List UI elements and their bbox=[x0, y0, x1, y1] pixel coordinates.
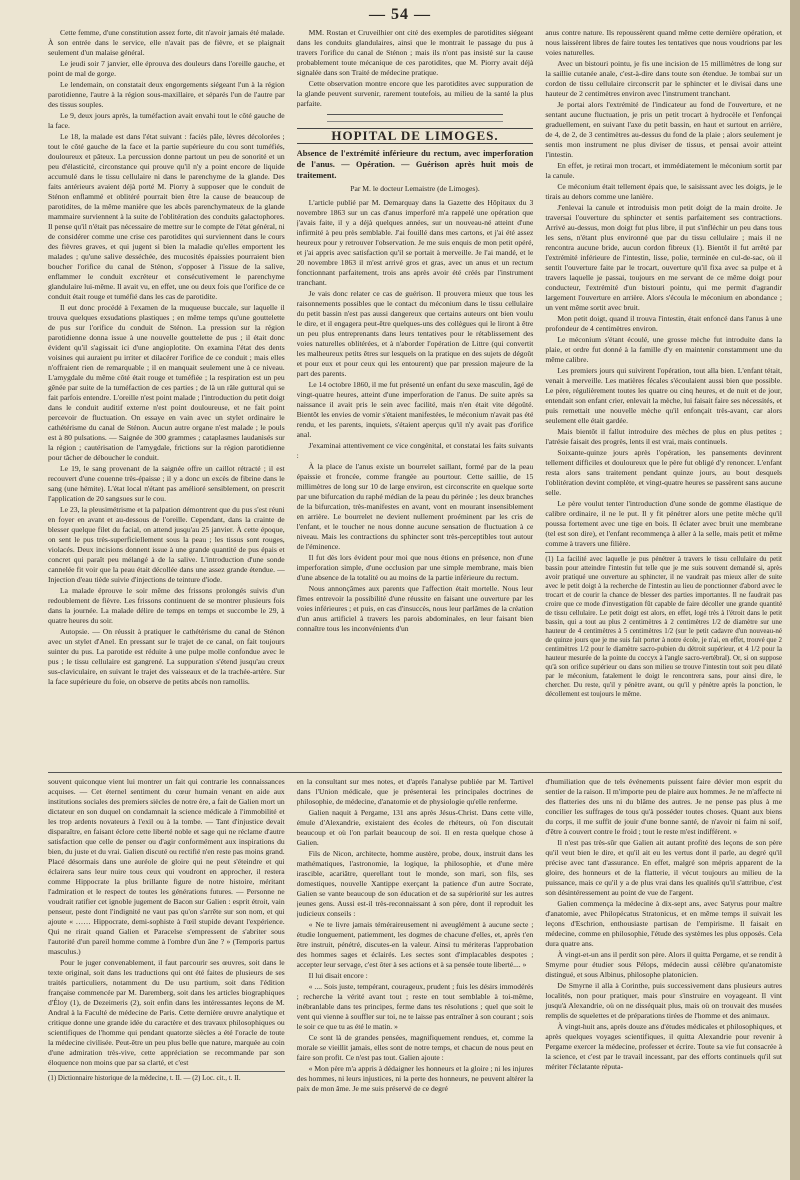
column-5 bbox=[297, 777, 534, 1167]
paragraph: Le jeudi soir 7 janvier, elle éprouva des douleurs dans l'oreille gauche, et point de mal de gorge. bbox=[48, 59, 285, 78]
section-title: HOPITAL DE LIMOGES. bbox=[297, 128, 534, 144]
paragraph: Le 23, la pleusimétrisme et la palpation démontrent que du pus s'est réuni en foyer en avant et au-dessous de l'oreille. Cependant, dans la crainte de blesser quelque filet du facial, on attend jusqu'au 25 janvier. À cette époque, on sent le pus très-superficiellement sous la peau ; les tissus sont rouges, violacés. Deux incisions donnent issue à une grande quantité de pus épais et concret qui paraît peu mélangé à de la salive. L'introduction d'une sonde cannelée fit voir que la peau était décollée dans une assez grande étendue. — Injection d'eau tiède suivie d'injections de teinture d'iode. bbox=[48, 505, 285, 584]
column-4 bbox=[48, 777, 285, 1167]
column-2 bbox=[297, 28, 534, 768]
paragraph: Il fut dès lors évident pour moi que nous étions en présence, non d'une imperforation simple, d'une occlusion par une simple membrane, mais bien d'une absence de la totalité ou au moins de la partie inférieure du rectum. bbox=[296, 553, 534, 582]
paragraph: Le père voulut tenter l'introduction d'une sonde de gomme élastique de calibre ordinaire, il ne le put. Il y fit pénétrer alors une petite mèche qu'il poussa fortement avec une tige en bois. Il éclater avec bruit une membrane (tel est son dire), et l'enfant recommença à aller à la selle, mais petit et même comme à travers une filière. bbox=[545, 499, 783, 548]
paragraph: en la consultant sur mes notes, et d'après l'analyse publiée par M. Tartivel dans l'Union médicale, que je présenterai les principales doctrines de philosophie, de médecine, d'anatomie et de physiologie qu'elle renferme. bbox=[296, 777, 534, 806]
paragraph: Le 9, deux jours après, la tuméfaction avait envahi tout le côté gauche de la face. bbox=[48, 111, 285, 130]
column-1 bbox=[48, 28, 285, 768]
bottom-columns bbox=[48, 777, 782, 1167]
paragraph: anus contre nature. Ils repoussèrent quand même cette dernière opération, et nous laissèrent libres de faire toutes les tentatives que nous voudrions par les voies naturelles. bbox=[545, 28, 783, 57]
paragraph: Galien commença la médecine à dix-sept ans, avec Satyrus pour maître d'anatomie, avec Philopécatus Stratonicus, et en même temps il suivait les leçons d'Eschrion, enthousiaste partisan de l'empirisme. Il faisait en médecine, comme en philosophie, l'étude des systèmes les plus opposés. Cela dura quatre ans. bbox=[545, 899, 783, 948]
paragraph: La malade éprouve le soir même des frissons prolongés suivis d'un redoublement de fièvre. Les frissons continuent de se montrer plusieurs fois dans la journée. La malade délire de temps en temps et succombe le 29, à quatre heures du soir. bbox=[48, 586, 285, 625]
article-author: Par M. le docteur Lemaistre (de Limoges). bbox=[350, 184, 480, 193]
footnote-text: (1) Dictionnaire historique de la médecine, t. II. — (2) Loc. cit., t. II. bbox=[48, 1074, 241, 1082]
page-number: — 54 — bbox=[369, 6, 431, 23]
paragraph: Mais bientôt il fallut introduire des mèches de plus en plus petites ; l'atrésie faisait des progrès, lents il est vrai, mais continuels. bbox=[545, 427, 783, 446]
paragraph: J'enlevai la canule et introduisis mon petit doigt de la main droite. Je traversai l'ouverture du sphincter et sentis parfaitement ses contractions. Arrivé au-dessus, mon doigt fut plus libre, il put s'infléchir un peu dans tous les sens, n'étant plus environné que par du tissu cellulaire ; mais il ne rencontra aucune bride, aucun cordon fibreux (1). Bientôt il fut arrêté par l'extrémité inférieure de l'intestin, lisse, polie, terminée en cul-de-sac, où il sentit l'ouverture faite par le trocart, ouverture qu'il fixa avec sa pulpe et à travers laquelle je passai, toujours en me servant de ce même doigt pour conducteur, l'extrémité d'un bistouri pointu, qui me permit d'agrandir largement l'ouverture en arrière. Alors s'écoula le méconium en abondance ; un vent même sortit avec bruit. bbox=[545, 203, 783, 312]
paragraph: « Mon père m'a appris à dédaigner les honneurs et la gloire ; ni les injures des hommes, ni leurs injustices, ni la perte des honneurs, ne peuvent altérer la paix de mon âme. Je me suis préservé de ce degré bbox=[296, 1064, 534, 1093]
ornamental-rule bbox=[327, 114, 504, 122]
binding-edge bbox=[790, 0, 800, 1180]
paragraph: Ce sont là de grandes pensées, magnifiquement rendues, et, comme la morale se vieillit jamais, elles sont de notre temps, et chacun de nous peut en faire son profit. Ce n'est pas tout. Galien ajoute : bbox=[296, 1033, 534, 1062]
paragraph: J'examinai attentivement ce vice congénital, et constatai les faits suivants : bbox=[296, 441, 534, 460]
paragraph: Je vais donc relater ce cas de guérison. Il prouvera mieux que tous les raisonnements possibles que le contact du méconium dans le tissu cellulaire du petit bassin n'est pas aussi dangereux que certains auteurs ont bien voulu le dire, et il engagera peut-être quelques-uns des collègues qui le liront à être un peu plus entreprenants dans leurs tentatives pour le rétablissement des voies naturelles oblitérées, et à n'aborder l'opération de Littre (qui convertit les malheureux petits êtres sur lesquels on la pratique en des sujets de dégoût et pour eux et pour ceux qui les entourent) que par pression majeure de la part des parents. bbox=[296, 289, 534, 378]
paragraph: Le lendemain, on constatait deux engorgements siégeant l'un à la région parotidienne, l'autre à la région sous-maxillaire, et séparés l'un de l'autre par des tissus souples. bbox=[48, 80, 285, 109]
paragraph: Galien naquit à Pergame, 131 ans après Jésus-Christ. Dans cette ville, émule d'Alexandrie, existaient des écoles de rhéteurs, où l'on discutait beaucoup et où l'on parlait beaucoup de soi. Il en resta quelque chose à Galien. bbox=[296, 808, 534, 847]
paragraph: Cette femme, d'une constitution assez forte, dit n'avoir jamais été malade. À son entrée dans le service, elle n'avait pas de fièvre, et se plaignait seulement d'un malaise général. bbox=[48, 28, 285, 57]
section-divider bbox=[48, 772, 782, 773]
paragraph: En effet, je retirai mon trocart, et immédiatement le méconium sortit par la canule. bbox=[545, 161, 783, 180]
footnote bbox=[48, 1071, 285, 1083]
top-columns bbox=[48, 28, 782, 768]
paragraph: Les premiers jours qui suivirent l'opération, tout alla bien. L'enfant tétait, venait à merveille. Les matières fécales s'écoulaient aussi bien que possible. Le père, régulièrement toutes les quatre ou cinq heures, et de nuit et de jour, entendait son enfant crier, enlevait la mèche, lui faisait faire ses nécessités, et puis remettait une nouvelle mèche qu'il enfonçait très-avant, car alors seulement elle était gardée. bbox=[545, 366, 783, 425]
paragraph: Mon petit doigt, quand il trouva l'intestin, était enfoncé dans l'anus à une profondeur de 4 centimètres environ. bbox=[545, 314, 783, 333]
paragraph: Avec un bistouri pointu, je fis une incision de 15 millimètres de long sur la saillie cutanée anale, c'est-à-dire dans toute son étendue. Je tombai sur un cordon de tissu cellulaire circonscrit par le sphincter et le divisai dans une hauteur de 2 centimètres environ avec l'instrument tranchant. bbox=[545, 59, 783, 98]
column-6 bbox=[545, 777, 782, 1167]
paragraph: Soixante-quinze jours après l'opération, les pansements devinrent tellement difficiles et douloureux que le père fut obligé d'y renoncer. L'enfant resta alors sans traitement pendant quinze jours, au bout desquels l'oblitération devint complète, et vingt-quatre heures se passèrent sans aucune selle. bbox=[545, 448, 783, 497]
paragraph: MM. Rostan et Cruveilhier ont cité des exemples de parotidites siégeant dans les conduits glandulaires, ainsi que le montrait le passage du pus à travers l'orifice du canal de Sténon ; mais ils n'ont pas insisté sur la cause probablement toute mécanique de ces parotidites, que M. Piorry avait déjà signalée dans son Traité de médecine pratique. bbox=[296, 28, 534, 77]
article-subtitle: Absence de l'extrémité inférieure du rectum, avec imperforation de l'anus. — Opération. — Guérison après huit mois de traitement. bbox=[296, 149, 534, 180]
paragraph: d'humiliation que de tels événements puissent faire dévier mon esprit du sentier de la raison. Il m'importe peu de plaire aux hommes. Je ne m'affecte ni des flatteries des uns ni du blâme des autres. Je ne pense pas plus à me concilier les suffrages de tous qu'à posséder toutes choses. Quant aux biens du corps, il me suffit de jouir d'une bonne santé, de n'avoir ni faim ni soif, d'être à couvert contre le froid ; tout le reste m'est indifférent. » bbox=[545, 777, 783, 836]
paragraph: Nous annonçâmes aux parents que l'affection était mortelle. Nous leur fîmes entrevoir la possibilité d'une réussite en faisant une ouverture par les voies inférieures ; et puis, en cas d'insuccès, nous leur parlâmes de la création d'un anus artificiel à travers les parois abdominales, en leur faisant bien connaître tous les inconvénients d'un bbox=[296, 584, 534, 633]
paragraph: Il lui disait encore : bbox=[308, 971, 368, 980]
footnote-text: (1) La facilité avec laquelle je pus pénétrer à travers le tissu cellulaire du petit bassin pour atteindre l'intestin fut telle que je me suis souvent demandé si, après avoir pratiqué une ouverture au sphincter, il ne vaudrait pas mieux aller de suite avec le petit doigt à la recherche de l'intestin au lieu de ponctionner d'abord avec le trocart et de courir la chance de blesser des parties importantes. Il ne faudrait pas croire que ce mode d'investigation fût capable de faire décoller une grande quantité de tissu cellulaire. Le petit doigt est alors, en effet, logé très à l'étroit dans le petit bassin, qui a tout au plus 2 centimètres à 2 centimètres 1/2 de diamètre sur une hauteur de 4 centimètres à 5 centimètres 1/2 (sur le petit cadavre d'un nouveau-né de quinze jours que je me suis fait porter à notre école, je n'ai, en effet, trouvé que 2 centimètres 1/2 pour le diamètre sacro-pubien du détroit supérieur, et 4 1/2 pour la hauteur mesurée de la pointe du coccyx à l'angle sacro-vertébral). Or, si on suppose qu'à son orifice supérieur ou dans son milieu se trouve l'intestin tout soit peu dilaté par le méconium, fatalement le doigt le rencontrera sans, pour ainsi dire, le chercher. Du reste, qu'il y pénètre avant, ou qu'il y pénètre après la ponction, le décollement est toujours le même. bbox=[545, 555, 783, 698]
paragraph: Il n'est pas très-sûr que Galien ait autant profité des leçons de son père qu'il veut bien le dire, et qu'il ait eu les vertus dont il parle, au degré qu'il précise avec tant d'assurance. En effet, malgré son mépris apparent de la gloire, des honneurs et de la flatterie, il vécut toujours au milieu de la puissance, mais ce qu'il y a de plus vrai dans les qualités qu'il s'attribue, c'est son désintéressement au point de vue de l'argent. bbox=[545, 838, 783, 897]
paragraph: À vingt-et-un ans il perdit son père. Alors il quitta Pergame, et se rendit à Smyrne pour étudier sous Pélops, médecin aussi célèbre qu'anatomiste distingué, et sous Albinus, philosophe platonicien. bbox=[545, 950, 783, 979]
paragraph: De Smyrne il alla à Corinthe, puis successivement dans plusieurs autres localités, non pour pratiquer, mais pour s'instruire en voyageant. Il vint jusqu'à Alexandrie, où on ne disséquait plus, mais où on trouvait des musées remplis de squelettes et de préparations tirées de l'homme et des animaux. bbox=[545, 981, 783, 1020]
paragraph: Cette observation montre encore que les parotidites avec suppuration de la glande peuvent survenir, rarement toutefois, au milieu de la santé la plus parfaite. bbox=[296, 79, 534, 108]
paragraph: Il eut donc procédé à l'examen de la muqueuse buccale, sur laquelle il trouva quelques exsudations plastiques ; en même temps qu'une gouttelette de pus sur l'orifice du conduit de Sténon. La pression sur la région parotidienne donna issue à une nouvelle gouttelette de pus ; il était donc évident qu'il s'agissait ici d'une angioplotite. On examina l'état des dents voisines qui auraient pu irriter et dilacérer l'orifice de ce conduit ; mais elles n'offraient rien de remarquable ; il en manquait seulement une à ce niveau. L'amygdale du même côté était rouge et tuméfiée ; la respiration est un peu gênée par suite de la tuméfaction de ces parties ; de là un râle guttural qui se fait parfois entendre. L'oreille n'est point malade ; l'introduction du petit doigt dans le conduit auditif externe n'est point douloureuse, et ne fait point percevoir de fluctuation. On essaye en vain avec un stylet ordinaire le cathétérisme du canal de Sténon. Aucun autre organe n'est malade ; le pouls est à 80 pulsations. — Saignée de 300 grammes ; cataplasmes laudanisés sur la région ; cautérisation de l'amygdale, frictions sur la région parotidienne pour tâcher de déboucher le conduit. bbox=[48, 303, 285, 462]
paragraph: L'article publié par M. Demarquay dans la Gazette des Hôpitaux du 3 novembre 1863 sur un cas d'anus imperforé m'a rappelé une opération que j'avais faite, il y a déjà quelques années, sur un nouveau-né atteint d'une infirmité à peu près semblable. J'ai fouillé dans mes cartons, et j'ai été assez heureux pour y retrouver l'observation. Je me suis enquis de mon petit opéré, et j'ai appris avec satisfaction qu'il se portait à merveille. Je l'ai mandé, et le 20 novembre 1863 il m'est arrivé gros et gras, avec un anus et un rectum fonctionnant parfaitement, trois ans après avoir été créés par l'instrument tranchant. bbox=[296, 198, 534, 287]
paragraph: Pour le juger convenablement, il faut parcourir ses œuvres, soit dans le texte original, soit dans les traductions qui ont été faites de plusieurs de ses traités particuliers, notamment du De usu partium, soit dans l'édition française commencée par M. Daremberg, soit dans les articles biographiques d'Éloy (1), de Dezeimeris (2), soit enfin dans les intéressantes leçons de M. Andral à la Faculté de médecine de Paris. Cette dernière œuvre analytique et critique donne une grande idée du caractère et des travaux philosophiques ou scientifiques de l'homme qui pendant quatorze siècles a été l'oracle de toute la médecine civilisée. Peut-être un peu plus belle que nature, marquée au coin d'une admiration très-vive, cette appréciation se recommande par son éloquence non moins que par sa clarté, et c'est bbox=[48, 958, 285, 1067]
paragraph: À vingt-huit ans, après douze ans d'études médicales et philosophiques, et après quelques voyages scientifiques, il quitta Alexandrie pour revenir à Pergame exercer la médecine, professer et écrire. Toute sa vie fut consacrée à la science, et c'est par le travail incessant, par des efforts continuels qu'il sut mériter l'éclatante réputa- bbox=[545, 1022, 783, 1071]
paragraph: Le 19, le sang provenant de la saignée offre un caillot rétracté ; il est recouvert d'une couenne très-épaisse ; il y a donc un excès de fibrine dans le sang (une hémite). L'état local n'étant pas amélioré sensiblement, on prescrit l'application de 20 sangsues sur le cou. bbox=[48, 464, 285, 503]
paragraph: Le méconium s'étant écoulé, une grosse mèche fut introduite dans la plaie, et ordre fut donné à la famille d'y en maintenir constamment une du même calibre. bbox=[545, 335, 783, 364]
paragraph: souvent quiconque vient lui montrer un fait qui contrarie les connaissances acquises. — Cet éternel sentiment du cœur humain venant en aide aux institutions sociales des premiers siècles de notre ère, a fait de Galien mort un dictateur en son duquel on condamnait la science médicale à l'immobilité et les trop ardents novateurs à l'exil ou à la tombe. — Tant d'injustice devait disparaître, en faisant éclore cette liberté noble et sage qui ne réclame d'autre satisfaction que celle de penser ou d'agir conformément aux inspirations du bien, du juste et du vrai. Galien discuté ou rectifié n'en reste pas moins grand. Placé désormais dans une auréole de gloire qui ne peut s'éteindre et qui éclairera sans leur nuire tous ceux qui voudront en approcher, il restera comme Hippocrate la plus brillante figure de notre histoire, méritant l'admiration et le respect de toutes les générations futures. — Personne ne voudrait ratifier cet ignoble jugement de Bacon sur Galien : esprit étroit, vain penseur, peste dont l'indignité ne vaut pas qu'on s'arrête sur son nom, et qui ajoute « …… Hippocrate, demi-sophiste à l'œil stupide devant l'expérience. Qui ne rirait quand Galien et Paracelse s'empressent de s'abriter sous l'autorité d'un pareil homme comme à l'ombre d'un âne ? » (Temporis partus masculus.) bbox=[48, 777, 285, 956]
footnote bbox=[545, 552, 782, 699]
paragraph: Autopsie. — On réussit à pratiquer le cathétérisme du canal de Sténon avec un stylet d'Anel. En pressant sur le trajet de ce canal, on fait toujours suinter du pus. La parotide est réduite à une pulpe molle confondue avec le pus ; le tissu cellulaire est gangrené. La suppuration s'étend jusqu'au creux sus-claviculaire, en suivant le trajet des vaisseaux et de la trachée-artère. Sur la face supérieure du foie, on observe de petits abcès non ramollis. bbox=[48, 627, 285, 686]
paragraph: Je portai alors l'extrémité de l'indicateur au fond de l'ouverture, et ne sentant aucune fluctuation, je pris un petit trocart à hydrocèle et l'enfonçai graduellement, en suivant l'axe du petit bassin, en haut et surtout en arrière, de 4, de 2, de 3 centimètres au-dessus du fond de la plaie ; alors seulement je sentis mon instrument ne plus diviser de tissus, et pensai avoir atteint l'intestin. bbox=[545, 100, 783, 159]
paragraph: Le 14 octobre 1860, il me fut présenté un enfant du sexe masculin, âgé de vingt-quatre heures, atteint d'une imperforation de l'anus. De suite après sa naissance il avait pris le sein avec facilité, mais n'en était vite dégoûté. Bientôt les envies de vomir s'étaient manifestées, le méconium n'avait pas été rendu, et les parents, inquiets, s'étaient aperçus qu'il n'y avait pas d'orifice anal. bbox=[296, 380, 534, 439]
column-3 bbox=[545, 28, 782, 768]
paragraph: Fils de Nicon, architecte, homme austère, probe, doux, instruit dans les mathématiques, l'astronomie, la logique, la philosophie, et d'une mère irascible, acariâtre, querellant tout le monde, son mari, son fils, ses domestiques, nouvelle Xantippe exerçant la patience d'un autre Socrate, Galien se vante beaucoup de son éducation et de sa supériorité sur les autres jeunes gens. Aussi est-il très-reconnaissant à son père, dont il reproduit les judicieux conseils : bbox=[296, 849, 534, 918]
paragraph: Ce méconium était tellement épais que, le saisissant avec les doigts, je le tirais au dehors comme une lanière. bbox=[545, 182, 783, 201]
paragraph: « Ne te livre jamais téméraireusement ni aveuglément à aucune secte ; étudie longuement, patiemment, les dogmes de chacune d'elles, et, après t'en être instruit, pénétré, discutes-en la valeur. Ainsi tu mériteras l'approbation des hommes sages et éclairés. Les sectes sont d'implacables despotes ; accepter leur servage, c'est ôter à ses actions et à sa pensée toute liberté.... » bbox=[296, 920, 534, 969]
paragraph: Le 18, la malade est dans l'état suivant : faciès pâle, lèvres décolorées ; tout le côté gauche de la face et la partie supérieure du cou sont tuméfiés, douloureux et pâteux. La percussion donne partout un peu de sonorité et un peu d'élasticité, circonstance qui prouve qu'il n'y a point encore de liquide accumulé dans le tissu cellulaire ni dans le parenchyme de la glande. Des faits antérieurs avaient déjà porté M. Piorry à supposer que le conduit de Sténon enflammé et oblitéré pourrait bien être la cause de beaucoup de parotidites, de la même manière que les abcès parenchymateux de la glande mammaire surviennent à la suite de l'oblitération des conduits galactophores. Il pense qu'il n'était pas nécessaire de mettre sur le compte de l'état général, ni de considérer comme une crise ces parotidites qui surviennent dans le cours des fièvres graves, et qui jugent si bien la maladie qu'elles emportent les malades ; qu'une salive desséchée, des mucosités épaissies pourraient bien boucher l'orifice du canal de Sténon, s'opposer à l'issue de la salive, enflammer le conduit excréteur et consécutivement le parenchyme glandulaire lui-même. Il avait vu, en effet, une ou deux fois que l'orifice de ce conduit était rouge et tuméfié dans les cas de parotidite. bbox=[48, 132, 285, 301]
paragraph: « .... Sois juste, tempérant, courageux, prudent ; fuis les désirs immodérés ; recherche la vérité avant tout ; reste en tout semblable à toi-même, inébranlable dans tes principes, ferme dans tes résolutions ; quel que soit le vent qui vienne à souffler sur toi, ne te laisse pas entraîner à son courant ; sois le soir ce que tu as été le matin. » bbox=[296, 982, 534, 1031]
paragraph: À la place de l'anus existe un bourrelet saillant, formé par de la peau épaissie et froncée, comme frangée au pourtour. Cette saillie, de 15 millimètres de long sur 10 de large environ, est circonscrite en quelque sorte par une bifurcation du raphé médian de la peau du périnée ; les deux branches de la bifurcation, très-manifestes en avant, vont en mourant insensiblement en arrière. Le bourrelet ne devient nullement proéminent par les cris de l'enfant, et le toucher ne nous donne aucune sensation de fluctuation à ce niveau. Mais les contractions du sphincter sont très-perceptibles tout autour de l'éminence. bbox=[296, 462, 534, 551]
